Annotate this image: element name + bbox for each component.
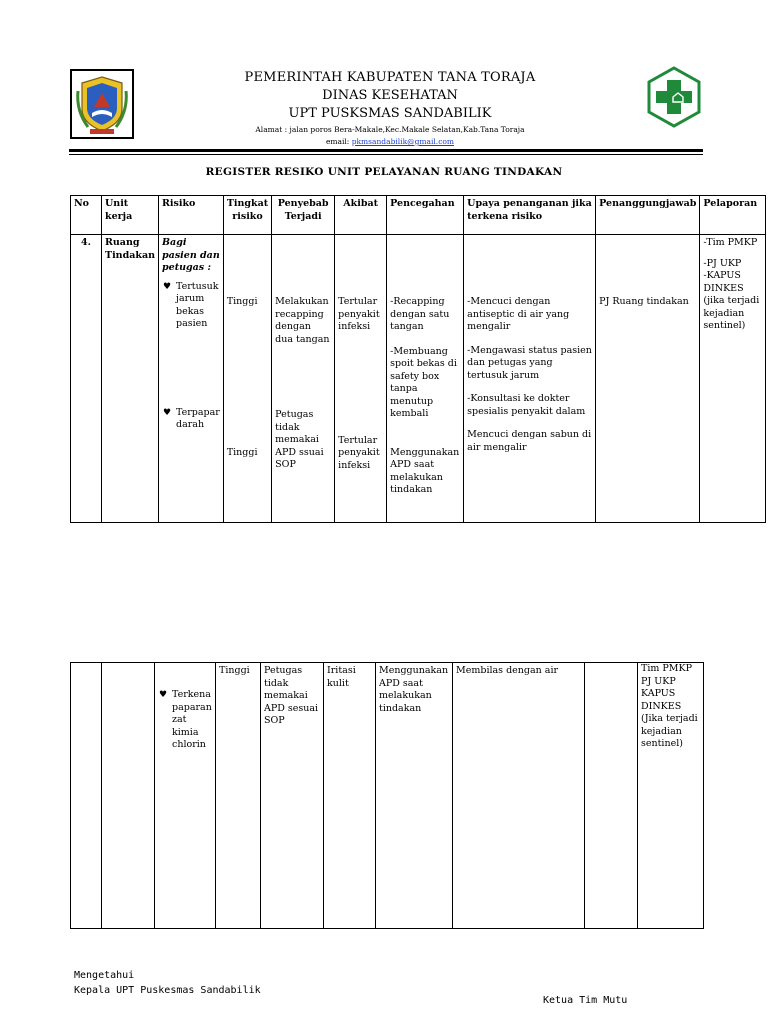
akibat-a: Tertular penyakit infeksi	[338, 296, 380, 332]
risk-item-needle: ♥ Tertusuk jarum bekas pasien	[163, 280, 219, 329]
header-pelaporan: Pelaporan	[700, 196, 766, 235]
upaya-a2: -Mengawasi status pasien dan petugas yang tertusuk jarum	[467, 344, 592, 381]
cell-upaya	[453, 663, 585, 929]
pelaporan-pj: -PJ UKP	[703, 257, 742, 269]
pencegahan-c: Menggunakan APD saat melakukan tindakan	[379, 665, 449, 714]
upaya-a1: -Mencuci dengan antiseptic di air yang mengalir	[467, 296, 570, 332]
risk-item-blood: ♥ Terpapar darah	[163, 406, 220, 430]
penyebab-a: Melakukan recapping dengan dua tangan	[275, 296, 330, 345]
heart-bullet-icon: ♥	[163, 281, 172, 292]
cell-pelaporan	[638, 663, 704, 929]
cell-upaya	[464, 235, 596, 523]
akibat-b: Tertular penyakit infeksi	[338, 434, 380, 471]
pencegahan-b: Menggunakan APD saat melakukan tindakan	[390, 446, 460, 495]
health-cross-icon	[646, 66, 702, 128]
pencegahan-a2: -Membuang spoit bekas di safety box tanpa menutup kembali	[390, 345, 457, 419]
table-row	[71, 663, 704, 929]
penyebab-c: Petugas tidak memakai APD sesuai SOP	[264, 665, 319, 726]
risk-subject: Bagi pasien dan petugas :	[162, 237, 220, 273]
heart-bullet-icon: ♥	[163, 407, 172, 418]
akibat-c: Iritasi kulit	[327, 665, 356, 689]
header-line-government: PEMERINTAH KABUPATEN TANA TORAJA	[244, 70, 536, 85]
upaya-c: Membilas dengan air	[456, 665, 559, 676]
header-rule-thin	[69, 154, 703, 155]
footer-kepala: Kepala UPT Puskesmas Sandabilik	[74, 985, 261, 996]
cell-risiko	[159, 235, 224, 523]
cell-no	[71, 663, 102, 929]
header-no: No	[71, 196, 102, 235]
cell-unit	[102, 235, 159, 523]
header-address: Alamat : jalan poros Bera-Makale,Kec.Makale Selatan,Kab.Tana Toraja	[255, 125, 525, 134]
pelaporan-tim: -Tim PMKP	[703, 237, 758, 248]
email-link[interactable]: pkmsandabilik@gmail.com	[351, 137, 455, 146]
header-upaya: Upaya penanganan jika terkena risiko	[464, 196, 596, 235]
table-row	[71, 235, 766, 523]
cell-tingkat	[223, 235, 271, 523]
header-line-agency: DINAS KESEHATAN	[322, 88, 458, 103]
tingkat-c: Tinggi	[219, 665, 250, 676]
cell-tingkat	[216, 663, 261, 929]
regency-crest-icon	[72, 71, 132, 137]
pencegahan-a1: -Recapping dengan satu tangan	[390, 296, 450, 332]
pelaporan-tim: Tim PMKP	[641, 663, 693, 674]
header-penanggung: Penanggungjawab	[596, 196, 700, 235]
penyebab-b: Petugas tidak memakai APD ssuai SOP	[275, 409, 324, 470]
cell-no	[71, 235, 102, 523]
cell-pencegahan	[376, 663, 453, 929]
risk-register-table-continued	[70, 662, 704, 929]
header-tingkat: Tingkat risiko	[223, 196, 271, 235]
footer-mengetahui: Mengetahui	[74, 970, 135, 981]
unit-name: Ruang Tindakan	[105, 237, 156, 261]
cell-akibat	[324, 663, 376, 929]
header-line-puskesmas: UPT PUSKSMAS SANDABILIK	[288, 106, 492, 121]
cell-unit	[102, 663, 155, 929]
cell-risiko	[155, 663, 216, 929]
pelaporan-kapus: KAPUS DINKES (Jika terjadi kejadian sentinel)	[641, 688, 698, 749]
header-pencegahan: Pencegahan	[387, 196, 464, 235]
row-number: 4.	[81, 237, 91, 248]
cell-pelaporan	[700, 235, 766, 523]
upaya-b: Mencuci dengan sabun di air mengalir	[467, 429, 592, 453]
penanggung-jawab: PJ Ruang tindakan	[599, 296, 689, 307]
table-header-row	[71, 196, 766, 235]
tingkat-b: Tinggi	[226, 446, 258, 458]
header-akibat: Akibat	[335, 196, 387, 235]
cell-akibat	[335, 235, 387, 523]
cell-penanggung	[596, 235, 700, 523]
header-risiko: Risiko	[159, 196, 224, 235]
cell-penanggung	[585, 663, 638, 929]
pelaporan-kapus: -KAPUS DINKES (jika terjadi kejadian sentinel)	[703, 270, 760, 331]
health-cross-logo	[646, 66, 702, 128]
header-penyebab: Penyebab Terjadi	[272, 196, 335, 235]
risk-register-table	[70, 195, 766, 523]
tingkat-a: Tinggi	[226, 296, 258, 307]
document-title: REGISTER RESIKO UNIT PELAYANAN RUANG TINDAKAN	[205, 166, 563, 178]
heart-bullet-icon: ♥	[159, 690, 168, 700]
cell-penyebab	[272, 235, 335, 523]
header-unit: Unit kerja	[102, 196, 159, 235]
cell-pencegahan	[387, 235, 464, 523]
upaya-a3: -Konsultasi ke dokter spesialis penyakit dalam	[467, 393, 586, 417]
email-label: email:	[325, 137, 350, 146]
risk-item-chlorine: ♥ Terkena paparan zat kimia chlorin	[159, 689, 212, 750]
pelaporan-pj: PJ UKP	[641, 675, 676, 687]
footer-ketua: Ketua Tim Mutu	[543, 995, 628, 1006]
regency-crest-logo	[70, 69, 134, 139]
header-rule-thick	[69, 149, 703, 152]
cell-penyebab	[261, 663, 324, 929]
header-email-line	[150, 137, 630, 146]
